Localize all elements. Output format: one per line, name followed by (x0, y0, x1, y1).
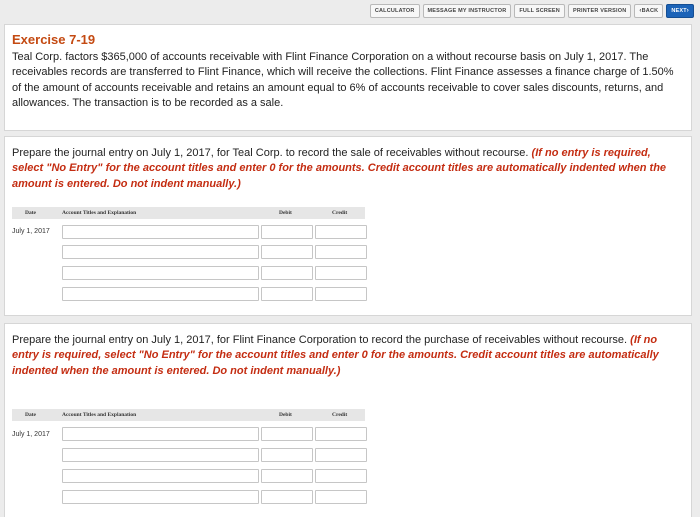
journal-1-row-4-credit-field[interactable] (315, 287, 367, 301)
journal-1-row-1-account-field[interactable] (62, 225, 259, 239)
journal-1-row-2-account-field[interactable] (62, 245, 259, 259)
journal-2-date: July 1, 2017 (12, 431, 50, 438)
journal-2-header (12, 409, 365, 421)
journal-2-row-4-credit-field[interactable] (315, 490, 367, 504)
journal-1-row-3-debit-field[interactable] (261, 266, 313, 280)
journal-2-row-4-debit-field[interactable] (261, 490, 313, 504)
credit-column-header: Credit (332, 210, 348, 216)
journal-2-row-3-credit-field[interactable] (315, 469, 367, 483)
journal-1-row-1-credit-field[interactable] (315, 225, 367, 239)
journal-1-row-2-debit-field[interactable] (261, 245, 313, 259)
journal-2-row-3-debit-field[interactable] (261, 469, 313, 483)
question-2-instruction: (If no entry is required, select "No Entry" for the account titles and enter 0 for the amounts. Credit account titles are automatically indented when the amount is entered. Do not indent manually.) (12, 334, 659, 377)
question-1-panel (4, 136, 692, 316)
back-label: BACK (641, 8, 659, 14)
message-instructor-button[interactable]: MESSAGE MY INSTRUCTOR (423, 4, 512, 18)
journal-2-row-1-debit-field[interactable] (261, 427, 313, 441)
journal-2-row-2-debit-field[interactable] (261, 448, 313, 462)
question-2-panel (4, 323, 692, 517)
exercise-text: Teal Corp. factors $365,000 of accounts receivable with Flint Finance Corporation on a without recourse basis on July 1, 2017. The receivables records are transferred to Flint Finance, which will receive the collections. Flint Finance assesses a finance charge of 1.50% of the amount of accounts receivable and retains an amount equal to 6% of accounts receivable to cover sales discounts, returns, and allowances. The transaction is to be recorded as a sale. (12, 51, 674, 109)
toolbar (370, 4, 694, 18)
account-column-header: Account Titles and Explanation (62, 210, 137, 216)
journal-1-row-4-debit-field[interactable] (261, 287, 313, 301)
account-column-header: Account Titles and Explanation (62, 412, 137, 418)
journal-1-row-1-debit-field[interactable] (261, 225, 313, 239)
next-button[interactable] (666, 4, 694, 18)
question-1-prompt: Prepare the journal entry on July 1, 2017, for Teal Corp. to record the sale of receivables without recourse. (12, 147, 529, 159)
exercise-panel (4, 24, 692, 131)
journal-2-row-2-account-field[interactable] (62, 448, 259, 462)
chevron-right-icon: › (686, 8, 689, 14)
debit-column-header: Debit (279, 210, 292, 216)
journal-2-row-3-account-field[interactable] (62, 469, 259, 483)
back-button[interactable] (634, 4, 663, 18)
journal-1-row-3-account-field[interactable] (62, 266, 259, 280)
journal-2-row-4-account-field[interactable] (62, 490, 259, 504)
journal-1-row-3-credit-field[interactable] (315, 266, 367, 280)
question-1-instruction: (If no entry is required, select "No Entry" for the account titles and enter 0 for the amounts. Credit account titles are automatically indented when the amount is entered. Do not indent manually.) (12, 147, 667, 190)
credit-column-header: Credit (332, 412, 348, 418)
journal-1-header (12, 207, 365, 219)
date-column-header: Date (25, 210, 36, 216)
exercise-title: Exercise 7-19 (12, 32, 96, 47)
debit-column-header: Debit (279, 412, 292, 418)
next-label: NEXT (671, 8, 687, 14)
calculator-button[interactable]: CALCULATOR (370, 4, 420, 18)
question-1-text (12, 146, 683, 192)
journal-2-row-2-credit-field[interactable] (315, 448, 367, 462)
date-column-header: Date (25, 412, 36, 418)
journal-2-row-1-credit-field[interactable] (315, 427, 367, 441)
chevron-left-icon: ‹ (639, 8, 642, 14)
journal-1-row-4-account-field[interactable] (62, 287, 259, 301)
journal-1-row-2-credit-field[interactable] (315, 245, 367, 259)
question-2-prompt: Prepare the journal entry on July 1, 2017, for Flint Finance Corporation to record the purchase of receivables without recourse. (12, 334, 628, 346)
question-2-text (12, 333, 683, 379)
journal-1-date: July 1, 2017 (12, 228, 50, 235)
printer-version-button[interactable]: PRINTER VERSION (568, 4, 631, 18)
journal-2-row-1-account-field[interactable] (62, 427, 259, 441)
full-screen-button[interactable]: FULL SCREEN (514, 4, 565, 18)
